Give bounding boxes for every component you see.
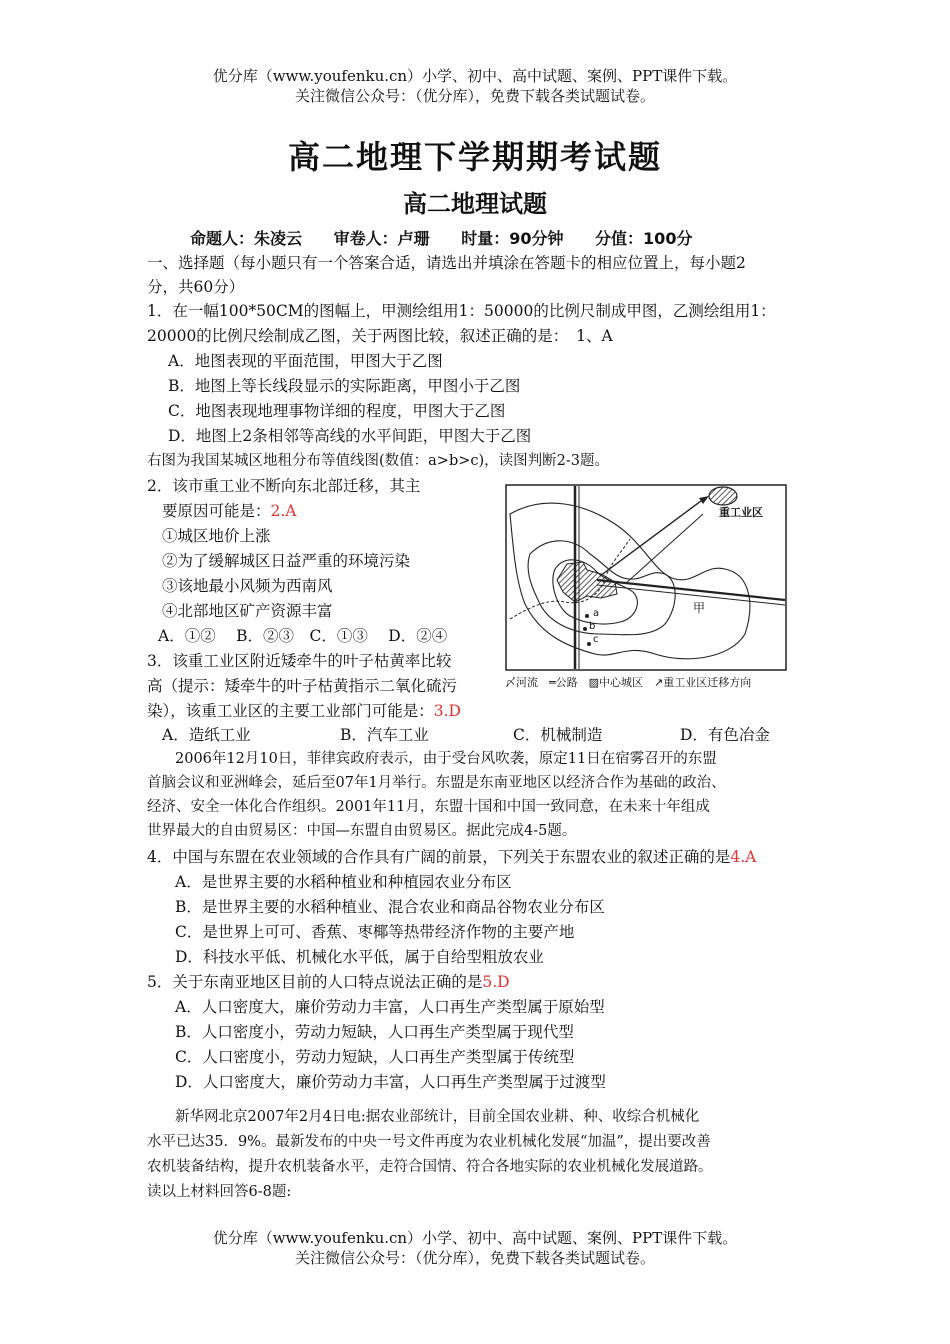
q3-option-b: B．汽车工业	[340, 726, 429, 744]
q4-option-c: C．是世界上可可、香蕉、枣椰等热带经济作物的主要产地	[175, 923, 575, 941]
q5-stem: 5．关于东南亚地区目前的人口特点说法正确的是5.D	[147, 973, 510, 991]
q2-stem-2: 要原因可能是：2.A	[162, 502, 297, 520]
q2-statement-3: ③该地最小风频为西南风	[162, 577, 333, 595]
q1-stem-2: 20000的比例尺绘制成乙图，关于两图比较，叙述正确的是： 1、A	[147, 327, 613, 345]
q5-option-a: A．人口密度大，廉价劳动力丰富，人口再生产类型属于原始型	[175, 998, 605, 1016]
q2-choices: A．①② B．②③ C．①③ D．②④	[158, 627, 448, 645]
passage-45-line-3: 经济、安全一体化合作组织。2001年11月，东盟十国和中国一致同意，在未来十年组成	[147, 799, 710, 815]
q4-option-a: A．是世界主要的水稻种植业和种植园农业分布区	[175, 873, 512, 891]
q5-answer: 5.D	[482, 973, 510, 991]
total-score: 分值：100分	[595, 229, 693, 248]
passage-45-line-1: 2006年12月10日，菲律宾政府表示，由于受台风吹袭，原定11日在宿雾召开的东盟	[175, 751, 717, 767]
passage-68-line-2: 水平已达35．9%。最新发布的中央一号文件再度为农业机械化发展“加温”，提出要改善	[147, 1134, 711, 1150]
label-b: b	[589, 621, 596, 632]
q2-statement-2: ②为了缓解城区日益严重的环境污染	[162, 552, 411, 570]
q4-stem: 4．中国与东盟在农业领域的合作具有广阔的前景，下列关于东盟农业的叙述正确的是4.A	[147, 848, 757, 866]
q2-statement-1: ①城区地价上涨	[162, 527, 271, 545]
setter: 命题人：朱凌云	[190, 229, 303, 248]
q3-option-c: C．机械制造	[513, 726, 603, 744]
q5-option-c: C．人口密度小，劳动力短缺，人口再生产类型属于传统型	[175, 1048, 575, 1066]
map-legend: 〆河流 ═公路 ▨中心城区 ↗重工业区迁移方向	[505, 676, 752, 689]
q4-option-b: B．是世界主要的水稻种植业、混合农业和商品谷物农业分布区	[175, 898, 605, 916]
page-title: 高二地理下学期期考试题	[287, 138, 662, 176]
q2-stem-1: 2．该市重工业不断向东北部迁移，其主	[147, 477, 421, 495]
q4-option-d: D．科技水平低、机械化水平低，属于自给型粗放农业	[175, 948, 544, 966]
q1-option-d: D．地图上2条相邻等高线的水平间距，甲图大于乙图	[168, 427, 532, 445]
q3-option-a: A．造纸工业	[162, 726, 251, 744]
point-b	[583, 627, 587, 631]
q2-answer: 2.A	[270, 502, 297, 520]
passage-68-line-3: 农机装备结构，提升农机装备水平，走符合国情、符合各地实际的农业机械化发展道路。	[147, 1159, 713, 1175]
header-line-1: 优分库（www.youfenku.cn）小学、初中、高中试题、案例、PPT课件下载。	[212, 67, 738, 85]
section-instructions-1: 一、选择题（每小题只有一个答案合适，请选出并填涂在答题卡的相应位置上，每小题2	[147, 254, 746, 272]
q1-answer: 1、A	[576, 327, 613, 345]
section-instructions-2: 分，共60分）	[147, 278, 245, 296]
q1-option-c: C．地图表现地理事物详细的程度，甲图大于乙图	[168, 402, 506, 420]
intro-q2-q3: 右图为我国某城区地租分布等值线图(数值：a>b>c)，读图判断2-3题。	[147, 453, 610, 469]
q3-stem-3: 染），该重工业区的主要工业部门可能是：3.D	[147, 702, 461, 720]
q1-option-a: A．地图表现的平面范围，甲图大于乙图	[168, 352, 443, 370]
point-c	[587, 642, 591, 646]
q4-answer: 4.A	[730, 848, 757, 866]
q3-stem-1: 3．该重工业区附近矮牵牛的叶子枯黄率比较	[147, 652, 452, 670]
label-a: a	[593, 608, 600, 619]
footer-line-2: 关注微信公众号：（优分库），免费下载各类试题试卷。	[294, 1249, 655, 1267]
page-subtitle: 高二地理试题	[403, 190, 547, 218]
passage-68-line-4: 读以上材料回答6-8题:	[147, 1184, 292, 1200]
q5-option-b: B．人口密度小，劳动力短缺，人口再生产类型属于现代型	[175, 1023, 574, 1041]
q3-option-d: D．有色冶金	[680, 726, 770, 744]
q1-option-b: B．地图上等长线段显示的实际距离，甲图小于乙图	[168, 377, 521, 395]
q2-statement-4: ④北部地区矿产资源丰富	[162, 602, 333, 620]
passage-45-line-2: 首脑会议和亚洲峰会，延后至07年1月举行。东盟是东南亚地区以经济合作为基础的政治、	[147, 775, 726, 791]
reviewer: 审卷人：卢珊	[333, 229, 430, 248]
q3-stem-2: 高（提示：矮牵牛的叶子枯黄指示二氧化硫污	[147, 677, 458, 695]
q5-option-d: D．人口密度大，廉价劳动力丰富，人口再生产类型属于过渡型	[175, 1073, 606, 1091]
point-a	[585, 614, 589, 618]
passage-68-line-1: 新华网北京2007年2月4日电:据农业部统计，目前全国农业耕、种、收综合机械化	[175, 1109, 700, 1125]
exam-info	[190, 226, 718, 249]
q3-answer: 3.D	[433, 702, 461, 720]
footer-line-1: 优分库（www.youfenku.cn）小学、初中、高中试题、案例、PPT课件下载。	[212, 1229, 738, 1247]
label-c: c	[593, 634, 599, 645]
header-line-2: 关注微信公众号：（优分库），免费下载各类试题试卷。	[294, 87, 655, 105]
heavy-industry-zone	[709, 487, 737, 505]
land-rent-map	[505, 484, 787, 694]
q1-stem-1: 1．在一幅100*50CM的图幅上，甲测绘组用1：50000的比例尺制成甲图，乙测绘组用1：	[147, 302, 776, 320]
heavy-industry-label: 重工业区	[719, 506, 763, 519]
passage-45-line-4: 世界最大的自由贸易区：中国—东盟自由贸易区。据此完成4-5题。	[147, 823, 577, 839]
label-jia: 甲	[693, 601, 706, 615]
duration: 时量：90分钟	[461, 229, 564, 248]
